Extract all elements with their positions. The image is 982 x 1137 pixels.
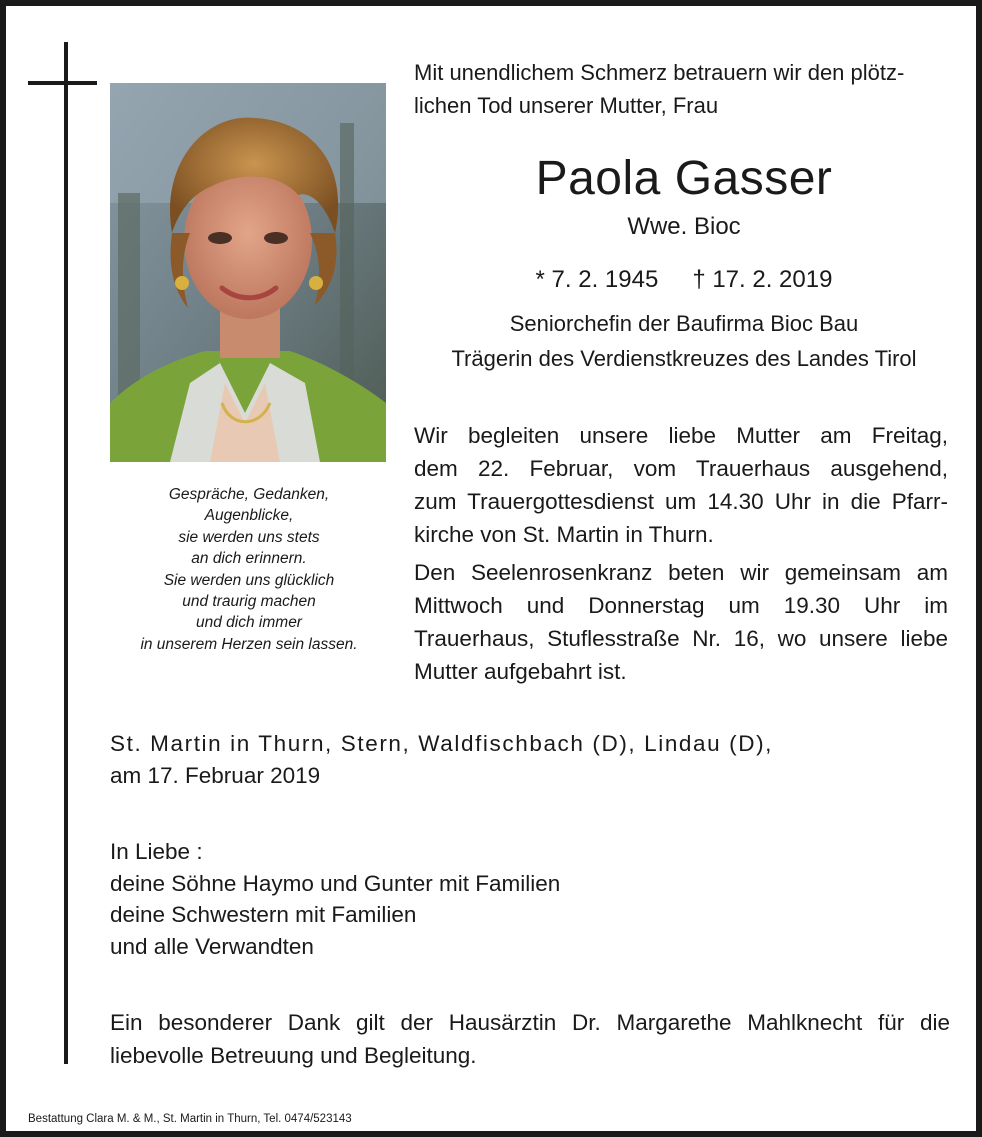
rosary-line: Mutter aufgebahrt ist. xyxy=(414,659,627,684)
funeral-home-footer: Bestattung Clara M. & M., St. Martin in Thurn, Tel. 0474/523143 xyxy=(28,1113,352,1125)
funeral-line: zum Trauergottesdienst um 14.30 Uhr in die Pfarr- xyxy=(414,489,948,514)
funeral-paragraph xyxy=(414,419,948,551)
mourner-line: deine Söhne Haymo und Gunter mit Familien xyxy=(110,870,561,896)
poem-line: sie werden uns stets xyxy=(178,528,320,546)
life-dates xyxy=(414,264,954,296)
rosary-line: Den Seelenrosenkranz beten wir gemeinsam am xyxy=(414,560,948,585)
thanks-line: liebevolle Betreuung und Begleitung. xyxy=(110,1043,477,1068)
intro-line: Mit unendlichem Schmerz betrauern wir den plötz- xyxy=(414,60,905,85)
funeral-line: Wir begleiten unsere liebe Mutter am Freitag, xyxy=(414,423,948,448)
funeral-line: dem 22. Februar, vom Trauerhaus ausgehend, xyxy=(414,456,948,481)
poem-line: Sie werden uns glücklich xyxy=(163,571,335,589)
intro-line: lichen Tod unserer Mutter, Frau xyxy=(414,93,719,118)
place-and-date xyxy=(110,728,950,792)
portrait-photo xyxy=(110,83,386,462)
poem-line: in unserem Herzen sein lassen. xyxy=(140,635,358,653)
mourner-line: und alle Verwandten xyxy=(110,933,314,959)
deceased-name: Paola Gasser xyxy=(535,152,833,205)
thanks-paragraph xyxy=(110,1006,950,1072)
thanks-line: Ein besonderer Dank gilt der Hausärztin Dr. Margarethe Mahlknecht für die xyxy=(110,1010,950,1035)
poem-line: Gespräche, Gedanken, xyxy=(168,486,330,503)
role-honor: Trägerin des Verdienstkreuzes des Landes Tirol xyxy=(451,346,917,371)
memorial-poem xyxy=(96,484,402,655)
mourners-list xyxy=(110,836,950,962)
rosary-line: Mittwoch und Donnerstag um 19.30 Uhr im xyxy=(414,593,948,618)
funeral-line: kirche von St. Martin in Thurn. xyxy=(414,522,714,547)
places-line: St. Martin in Thurn, Stern, Waldfischbach (D), Lindau (D), xyxy=(110,731,774,756)
poem-line: Augenblicke, xyxy=(204,507,294,525)
rosary-line: Trauerhaus, Stuflesstraße Nr. 16, wo unsere liebe xyxy=(414,626,948,651)
date-line: am 17. Februar 2019 xyxy=(110,763,321,788)
intro-text xyxy=(414,56,954,122)
death-date: † 17. 2. 2019 xyxy=(692,266,833,293)
poem-line: an dich erinnern. xyxy=(191,550,307,568)
cross-vertical-bar xyxy=(64,42,68,1064)
poem-line: und traurig machen xyxy=(182,593,316,611)
birth-date: * 7. 2. 1945 xyxy=(535,266,659,293)
mourner-line: deine Schwestern mit Familien xyxy=(110,902,417,927)
poem-line: und dich immer xyxy=(196,614,302,632)
mourners-heading: In Liebe : xyxy=(110,839,203,864)
rosary-paragraph xyxy=(414,556,948,688)
cross-horizontal-bar xyxy=(28,81,97,85)
widow-of: Wwe. Bioc xyxy=(627,213,741,240)
role-company: Seniorchefin der Baufirma Bioc Bau xyxy=(509,311,859,336)
